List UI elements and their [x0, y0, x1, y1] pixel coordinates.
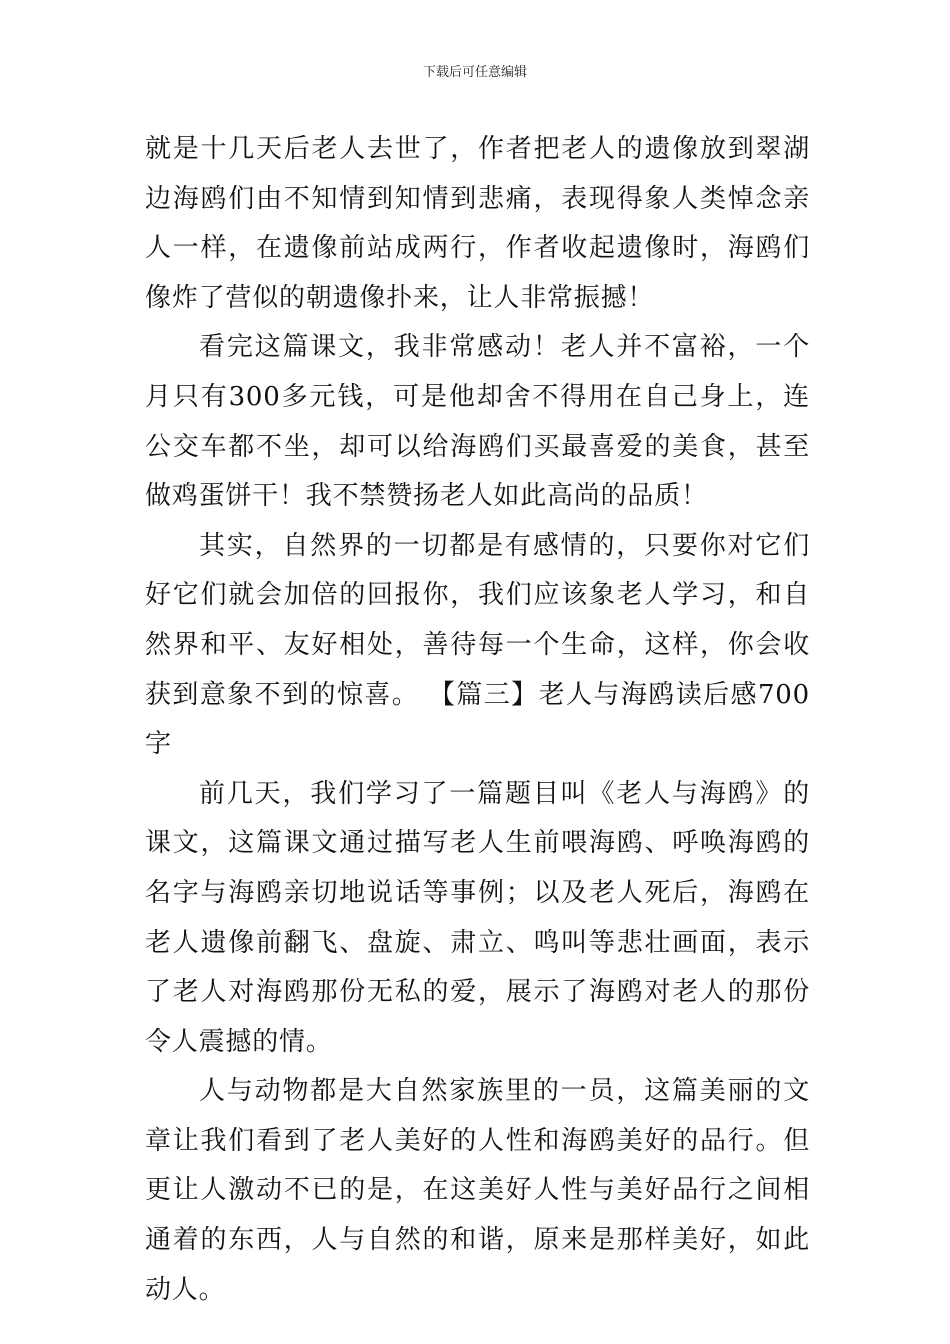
paragraph-1: 就是十几天后老人去世了，作者把老人的遗像放到翠湖边海鸥们由不知情到知情到悲痛，表现得象人类悼念亲人一样，在遗像前站成两行，作者收起遗像时，海鸥们像炸了营似的朝遗像扑来，让人非常振撼！ — [145, 134, 810, 313]
document-body — [145, 125, 810, 1315]
paragraph-3: 其实，自然界的一切都是有感情的，只要你对它们好它们就会加倍的回报你，我们应该象老人学习，和自然界和平、友好相处，善待每一个生命，这样，你会收获到意象不到的惊喜。 【篇三】老人与海鸥读后感700字 — [145, 530, 810, 760]
page-header: 下载后可任意编辑 — [422, 65, 527, 80]
paragraph-4: 前几天，我们学习了一篇题目叫《老人与海鸥》的课文，这篇课文通过描写老人生前喂海鸥、呼唤海鸥的名字与海鸥亲切地说话等事例；以及老人死后，海鸥在老人遗像前翻飞、盘旋、肃立、鸣叫等悲壮画面，表示了老人对海鸥那份无私的爱，展示了海鸥对老人的那份令人震撼的情。 — [145, 778, 810, 1057]
paragraph-2: 看完这篇课文，我非常感动！老人并不富裕，一个月只有300多元钱，可是他却舍不得用在自己身上，连公交车都不坐，却可以给海鸥们买最喜爱的美食，甚至做鸡蛋饼干！我不禁赞扬老人如此高尚的品质！ — [145, 332, 810, 512]
paragraph-5: 人与动物都是大自然家族里的一员，这篇美丽的文章让我们看到了老人美好的人性和海鸥美好的品行。但更让人激动不已的是，在这美好人性与美好品行之间相通着的东西，人与自然的和谐，原来是那样美好，如此动人。 — [145, 1076, 810, 1305]
